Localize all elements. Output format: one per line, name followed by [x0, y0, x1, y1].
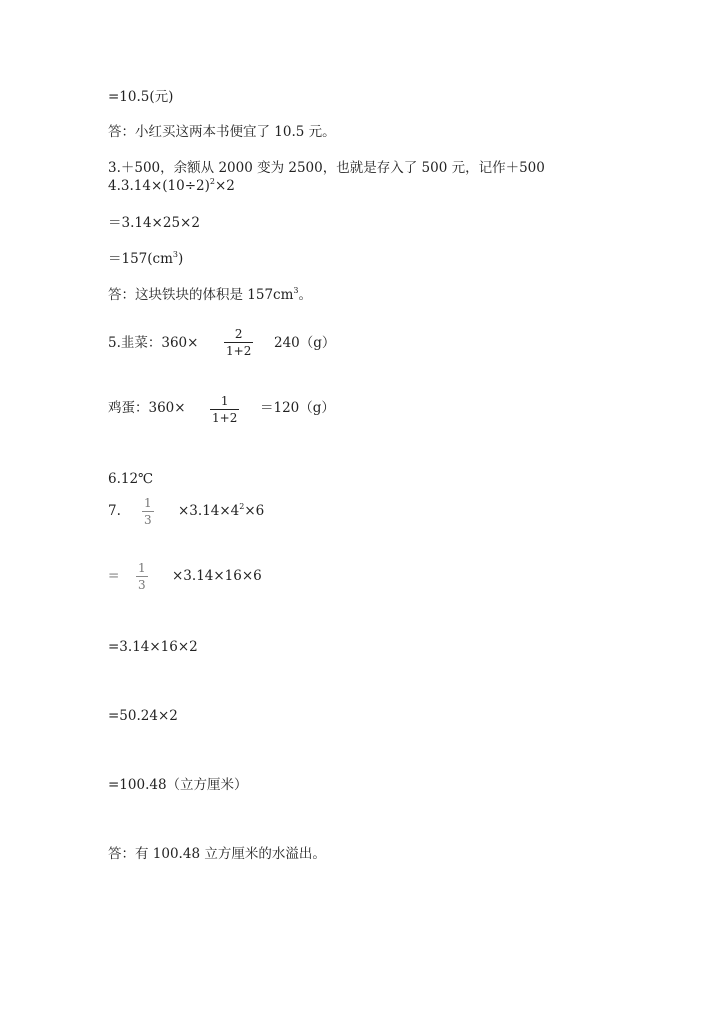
text: =3.14×16×2 — [108, 639, 198, 655]
fraction-1-over-3 — [210, 394, 239, 425]
text: 答：小红买这两本书便宜了 10.5 元。 — [108, 124, 336, 140]
line-item-7-step1 — [108, 567, 119, 585]
text: ＝157(cm — [108, 251, 173, 267]
text: = — [108, 568, 120, 584]
text: ＝3.14×25×2 — [108, 215, 200, 231]
text: =50.24×2 — [108, 708, 178, 724]
text: 3.＋500，余额从 2000 变为 2500，也就是存入了 500 元，记作＋500 — [108, 160, 545, 176]
text: 答：有 100.48 立方厘米的水溢出。 — [108, 846, 326, 862]
line-answer-overflow — [108, 845, 326, 863]
denominator: 3 — [138, 578, 146, 592]
text: 鸡蛋：360× — [108, 400, 186, 416]
line-item-5-leek-result — [274, 334, 335, 352]
text: ×3.14×4 — [178, 503, 240, 519]
line-item-6 — [108, 470, 153, 488]
denominator: 1+2 — [226, 344, 252, 358]
line-item-4 — [108, 177, 235, 195]
line-item-5-egg — [108, 399, 186, 417]
line-answer-volume — [108, 286, 312, 304]
line-step-157 — [108, 250, 183, 268]
numerator: 2 — [234, 327, 243, 341]
text: 。 — [298, 287, 313, 303]
exponent: 2 — [239, 502, 245, 511]
line-item-3 — [108, 159, 545, 177]
text: 240（g） — [274, 335, 336, 351]
text: =100.48（立方厘米） — [108, 777, 248, 793]
exponent: 3 — [172, 250, 178, 259]
text: 6.12℃ — [108, 471, 154, 487]
denominator: 1+2 — [212, 411, 238, 425]
fraction-bar — [142, 511, 154, 512]
line-answer-book — [108, 123, 336, 141]
text: 5.韭菜：360× — [108, 335, 199, 351]
line-item-7 — [108, 502, 121, 520]
line-step-3-14x25x2 — [108, 214, 200, 232]
fraction-2-over-3 — [224, 327, 253, 358]
text: ) — [178, 251, 184, 267]
numerator: 1 — [144, 496, 152, 510]
fraction-bar — [224, 342, 253, 343]
line-item-5-leek — [108, 334, 198, 352]
text: ×6 — [244, 503, 265, 519]
line-result-10-5 — [108, 88, 173, 106]
line-item-7-step3 — [108, 707, 178, 725]
text: 答：这块铁块的体积是 157cm — [108, 287, 294, 303]
numerator: 1 — [138, 561, 146, 575]
fraction-one-third — [136, 561, 148, 592]
line-item-5-egg-result — [260, 399, 335, 417]
line-item-7-step4 — [108, 776, 248, 794]
denominator: 3 — [144, 513, 152, 527]
text: =10.5(元) — [108, 89, 174, 105]
fraction-bar — [210, 409, 239, 410]
fraction-bar — [136, 576, 148, 577]
fraction-one-third — [142, 496, 154, 527]
text: ＝120（g） — [260, 400, 335, 416]
line-item-7-step1-expr — [172, 567, 262, 585]
line-item-7-step2 — [108, 638, 198, 656]
numerator: 1 — [220, 394, 229, 408]
exponent: 3 — [293, 286, 299, 295]
text: 7. — [108, 503, 121, 519]
exponent: 2 — [209, 177, 215, 186]
text: ×3.14×16×6 — [172, 568, 262, 584]
text: ×2 — [214, 178, 235, 194]
text: 4.3.14×(10÷2) — [108, 178, 210, 194]
line-item-7-expr — [178, 502, 264, 520]
